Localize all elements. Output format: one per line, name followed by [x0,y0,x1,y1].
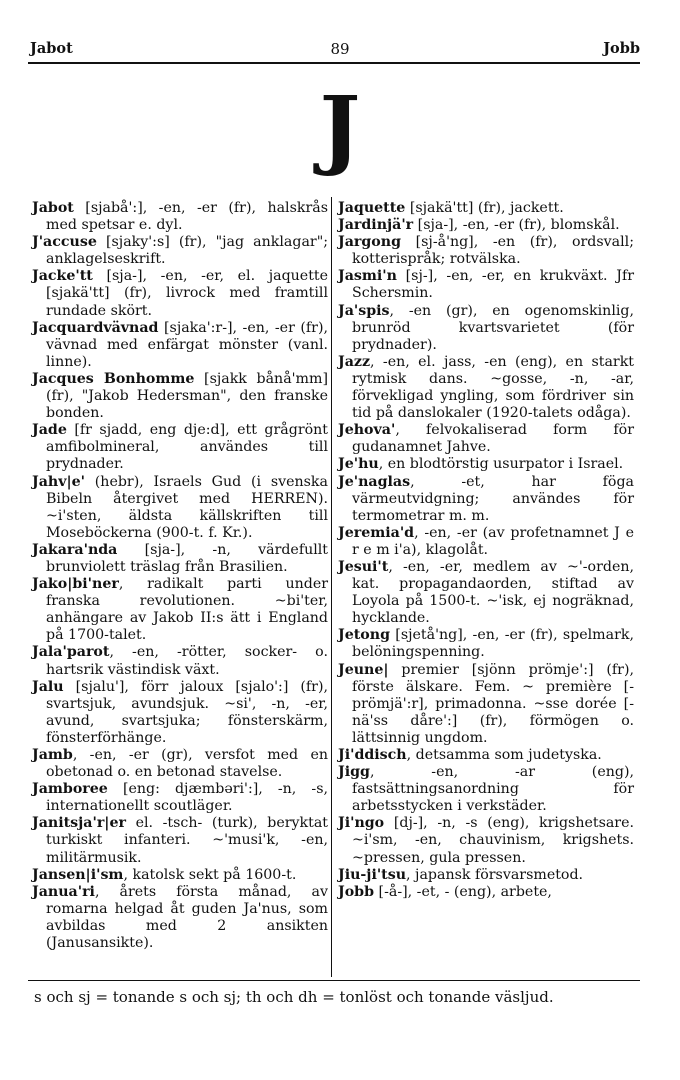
dictionary-entry [338,627,634,661]
dictionary-entry [338,303,634,354]
entry-definition: , detsamma som judetyska. [406,747,602,763]
entry-headword: Jardinjä'r [338,217,414,234]
running-head-left: Jabot [30,40,73,57]
dictionary-entry [32,644,328,678]
entry-headword: Jahv|e' [32,473,85,490]
left-column [32,200,328,952]
running-head-right: Jobb [603,40,640,57]
entry-headword: Jesui't [338,558,389,575]
dictionary-entry [338,815,634,866]
entry-headword: Jansen|i'sm [32,866,124,883]
entry-headword: Jargong [338,234,401,251]
dictionary-entry [32,474,328,542]
entry-headword: Jetong [338,627,390,644]
entry-definition: , -en, -rötter, socker- o. hartsrik västindisk växt. [46,644,328,678]
entry-headword: Je'hu [338,456,379,473]
dictionary-entry [338,234,634,268]
entry-headword: Jacquardvävnad [32,319,159,336]
entry-definition: , -en, -ar (eng), fastsättningsanordning för arbetsstycken i verkstäder. [352,764,634,815]
entry-headword: Jacke'tt [32,268,93,285]
entry-definition: , japansk försvarsmetod. [406,866,584,883]
entry-headword: Jabot [32,200,74,216]
entry-headword: Ji'ngo [338,815,385,832]
dictionary-entry [338,662,634,747]
dictionary-entry [338,867,634,884]
entry-headword: Jako|bi'ner [32,576,119,593]
entry-definition: [sj-], -en, -er, en krukväxt. Jfr Schersmin. [352,268,634,302]
entry-definition: [dj-], -n, -s (eng), krigshetsare. ~i'sm, -en, chauvinism, krigshets. ~pressen, gula pressen. [352,815,634,866]
entry-headword: Jigg [338,764,370,781]
section-letter: J [319,78,361,179]
entry-headword: Ja'spis [338,302,390,319]
entry-definition: [sjetå'ng], -en, -er (fr), spelmark, belöningspenning. [352,627,634,661]
entry-headword: Jiu-ji'tsu [338,866,407,883]
dictionary-entry [32,781,328,815]
dictionary-entry [338,217,634,234]
dictionary-entry [338,884,634,901]
entry-definition: , felvokaliserad form för gudanamnet Jahve. [352,422,634,456]
entry-definition: [sj-å'ng], -en (fr), ordsvall; kotterispråk; rotvälska. [352,234,634,268]
dictionary-entry [338,422,634,456]
entry-definition: [sja-], -n, värdefullt brunviolett träslag från Brasilien. [46,541,328,575]
entry-headword: Jakara'nda [32,541,118,558]
dictionary-entry [32,371,328,422]
entry-headword: Jeune| [338,661,389,678]
entry-headword: J'accuse [32,234,97,251]
entry-headword: Ji'ddisch [338,747,407,763]
entry-headword: Jehova' [338,422,396,439]
column-divider [331,197,332,977]
entry-definition: , katolsk sekt på 1600-t. [123,866,297,883]
entry-headword: Janua'ri [32,883,95,900]
entry-headword: Jamb [32,747,73,763]
dictionary-entry [338,559,634,627]
dictionary-entry [338,268,634,302]
dictionary-entry [338,474,634,525]
entry-definition: [sja-], -en, -er, el. jaquette [sjakä'tt] (fr), livrock med framtill rundade skört. [46,268,328,319]
entry-headword: Je'naglas [338,473,411,490]
dictionary-entry [32,268,328,319]
entry-headword: Jade [32,422,67,439]
entry-definition: , -en, el. jass, -en (eng), en starkt rytmisk dans. ~gosse, -n, -ar, förvekligad yngling, som fördriver sin tid på danslokaler (1920-talets odåga). [352,353,634,422]
dictionary-entry [32,234,328,268]
dictionary-entry [32,576,328,644]
dictionary-entry [32,867,328,884]
dictionary-entry [32,884,328,952]
dictionary-entry [338,354,634,422]
entry-definition: , radikalt parti under franska revolutionen. ~bi'ter, anhängare av Jakob II:s ätt i England på 1700-talet. [46,576,328,644]
dictionary-entry [32,422,328,473]
entry-definition: premier [sjönn prömje':] (fr), förste älskare. Fem. ~ première [- prömjä':r], primadonna. ~sse dorée [-nä'ss dåre':] (fr), förmögen o. lättsinnig ungdom. [352,661,634,746]
entry-headword: Jazz [338,353,371,370]
entry-definition: [eng: djæmbəri':], -n, -s, internationellt scoutläger. [46,781,328,815]
dictionary-entry [32,815,328,866]
entry-definition: [sjakä'tt] (fr), jackett. [405,200,564,216]
entry-definition: , en blodtörstig usurpator i Israel. [378,456,624,473]
dictionary-entry [32,747,328,781]
footer-rule [28,980,640,981]
entry-headword: Jaquette [338,200,406,216]
entry-definition: [sjaka':r-], -en, -er (fr), vävnad med enfärgat mönster (vanl. linne). [46,319,328,370]
entry-definition: , -en, -er (gr), versfot med en obetonad o. en betonad stavelse. [46,747,328,781]
dictionary-entry [32,320,328,371]
entry-definition: , -et, har föga värmeutvidgning; användes för termometrar m. m. [352,473,634,524]
dictionary-entry [338,456,634,473]
entry-headword: Jeremia'd [338,524,415,541]
entry-headword: Jamboree [32,781,108,798]
entry-headword: Jalu [32,678,64,695]
entry-definition: [fr sjadd, eng dje:d], ett grågrönt amfibolmineral, användes till prydnader. [46,422,328,473]
dictionary-entry [338,525,634,559]
dictionary-entry [338,764,634,815]
entry-definition: , årets första månad, av romarna helgad åt guden Ja'nus, som avbildas med 2 ansikten (Janusansikte). [46,883,328,952]
dictionary-entry [338,200,634,217]
right-column [338,200,634,901]
entry-definition: [sjakk bånå'mm] (fr), "Jakob Hedersman", den franske bonden. [46,370,328,422]
entry-headword: Jacques Bonhomme [32,370,195,387]
entry-headword: Jasmi'n [338,268,397,285]
entry-definition: el. -tsch- (turk), beryktat turkiskt infanteri. ~'musi'k, -en, militärmusik. [46,815,328,866]
entry-definition: [sjabå':], -en, -er (fr), halskrås med spetsar e. dyl. [46,200,328,234]
footer-note: s och sj = tonande s och sj; th och dh = tonlöst och tonande väsljud. [34,988,554,1006]
dictionary-entry [338,747,634,764]
entry-headword: Jala'parot [32,644,110,661]
header-rule [28,62,640,64]
entry-definition: (hebr), Israels Gud (i svenska Bibeln återgivet med HERREN). ~i'sten, äldsta källskriften till Moseböckerna (900-t. f. Kr.). [46,473,328,541]
dictionary-entry [32,542,328,576]
entry-definition: [-å-], -et, - (eng), arbete, [374,883,552,900]
entry-definition: , -en, -er (av profetnamnet J e r e m i'a), klagolåt. [352,524,634,558]
entry-definition: [sjaky':s] (fr), "jag anklagar"; anklagelseskrift. [46,234,328,268]
entry-definition: , -en (gr), en ogenomskinlig, brunröd kvartsvarietet (för prydnader). [352,302,634,353]
entry-headword: Jobb [338,883,375,900]
page-number: 89 [330,40,350,58]
dictionary-entry [32,200,328,234]
entry-definition: , -en, -er, medlem av ~'-orden, kat. propagandaorden, stiftad av Loyola på 1500-t. ~'isk, ej nogräknad, hycklande. [352,558,634,627]
entry-definition: [sjalu'], förr jaloux [sjalo':] (fr), svartsjuk, avundsjuk. ~si', -n, -er, avund, svartsjuka; fönsterskärm, fönsterförhänge. [46,678,328,746]
entry-definition: [sja-], -en, -er (fr), blomskål. [413,217,620,234]
dictionary-entry [32,679,328,747]
entry-headword: Janitsja'r|er [32,815,126,832]
